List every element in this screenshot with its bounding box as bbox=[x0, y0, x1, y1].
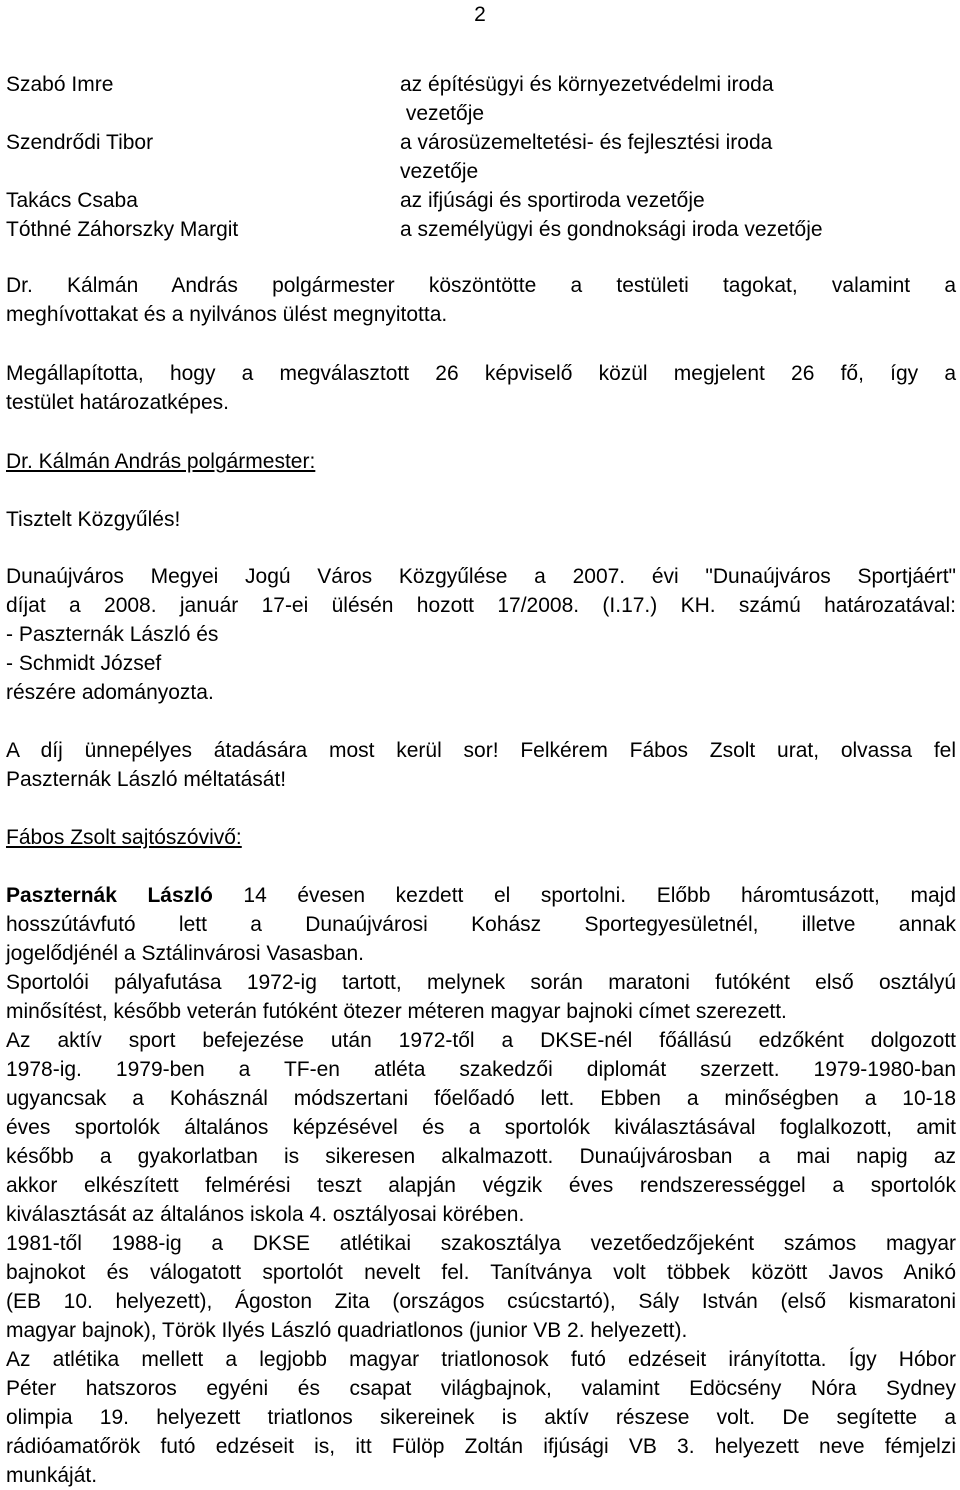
staff-role-line: a személyügyi és gondnoksági iroda vezetője bbox=[400, 218, 823, 241]
staff-role-line: vezetője bbox=[400, 102, 485, 125]
staff-row bbox=[6, 215, 956, 244]
text-line: rádióamatőrök futó edzéseit is, itt Fülöp Zoltán ifjúsági VB 3. helyezett neve fémjelzi bbox=[6, 1435, 956, 1458]
speaker-heading-spokesman bbox=[6, 823, 956, 852]
text-line bbox=[6, 881, 956, 910]
staff-row bbox=[6, 128, 956, 186]
text-line: minősítést, később veterán futóként ötezer méteren magyar bajnoki címet szerezett. bbox=[6, 1000, 787, 1023]
staff-role bbox=[400, 128, 870, 186]
speaker-heading-mayor bbox=[6, 447, 956, 476]
staff-role-line: a városüzemeltetési- és fejlesztési iroda bbox=[400, 131, 773, 154]
staff-role-line: az építésügyi és környezetvédelmi iroda bbox=[400, 73, 774, 96]
text-line: jogelődjénél a Sztálinvárosi Vasasban. bbox=[6, 942, 365, 965]
staff-name: Tóthné Záhorszky Margit bbox=[6, 218, 239, 241]
text-line: bajnokot és válogatott sportolót nevelt fel. Tanítványa volt többek között Javos Anikó bbox=[6, 1261, 956, 1284]
text-segment: 14 évesen kezdett el sportolni. Előbb háromtusázott, majd bbox=[212, 884, 956, 907]
text-line: Az atlétika mellett a legjobb magyar triatlonosok futó edzéseit irányította. Így Hóbor bbox=[6, 1348, 956, 1371]
staff-role-line: vezetője bbox=[400, 160, 479, 183]
text-line: (EB 10. helyezett), Ágoston Zita (országos csúcstartó), Sály István (első kismaratoni bbox=[6, 1290, 956, 1313]
text-line: Péter hatszoros egyéni és csapat világbajnok, valamint Edöcsény Nóra Sydney bbox=[6, 1377, 956, 1400]
staff-role-line: az ifjúsági és sportiroda vezetője bbox=[400, 189, 705, 212]
staff-row bbox=[6, 186, 956, 215]
text-line: Sportolói pályafutása 1972-ig tartott, melynek során maratoni futóként első osztályú bbox=[6, 971, 956, 994]
quorum-paragraph bbox=[6, 359, 956, 417]
opening-paragraph bbox=[6, 271, 956, 329]
text-line: munkáját. bbox=[6, 1464, 98, 1487]
text-line: később a gyakorlatban is sikeresen alkalmazott. Dunaújvárosban a mai napig az bbox=[6, 1145, 956, 1168]
staff-name: Szendrődi Tibor bbox=[6, 131, 154, 154]
staff-role bbox=[400, 70, 870, 128]
text-line: kiválasztását az általános iskola 4. osztályosai körében. bbox=[6, 1203, 525, 1226]
text-line: 1981-től 1988-ig a DKSE atlétikai szakosztálya vezetőedzőjeként számos magyar bbox=[6, 1232, 956, 1255]
text-line: éves sportolók általános képzésével és a sportolók kiválasztásával foglalkozott, amit bbox=[6, 1116, 956, 1139]
biography-paragraph bbox=[6, 881, 956, 1490]
ceremony-paragraph bbox=[6, 736, 956, 794]
text-line: A díj ünnepélyes átadására most kerül sor! Felkérem Fábos Zsolt urat, olvassa fel bbox=[6, 739, 956, 762]
text-line: ugyancsak a Kohásznál módszertani főelőadó lett. Ebben a minőségben a 10-18 bbox=[6, 1087, 956, 1110]
text-line: - Schmidt József bbox=[6, 652, 162, 675]
text-line: Dunaújváros Megyei Jogú Város Közgyűlése a 2007. évi "Dunaújváros Sportjáért" bbox=[6, 565, 956, 588]
staff-row bbox=[6, 70, 956, 128]
text-line: Dr. Kálmán András polgármester köszöntötte a testületi tagokat, valamint a bbox=[6, 274, 956, 297]
text-line: magyar bajnok), Török Ilyés László quadriatlonos (junior VB 2. helyezett). bbox=[6, 1319, 688, 1342]
staff-role bbox=[400, 186, 870, 215]
page-number: 2 bbox=[474, 3, 486, 26]
text-line: részére adományozta. bbox=[6, 681, 214, 704]
text-line: Paszternák László méltatását! bbox=[6, 768, 287, 791]
staff-name: Takács Csaba bbox=[6, 189, 138, 212]
text-line: testület határozatképes. bbox=[6, 391, 229, 414]
honoree-name: Paszternák László bbox=[6, 884, 213, 907]
speaker-name: Fábos Zsolt sajtószóvivő: bbox=[6, 826, 242, 849]
greeting: Tisztelt Közgyűlés! bbox=[6, 508, 181, 531]
text-line: hosszútávfutó lett a Dunaújvárosi Kohász Sportegyesületnél, illetve annak bbox=[6, 913, 956, 936]
text-line: Az aktív sport befejezése után 1972-től a DKSE-nél főállású edzőként dolgozott bbox=[6, 1029, 956, 1052]
text-line: olimpia 19. helyezett triatlonos sikereinek is aktív részese volt. De segítette a bbox=[6, 1406, 956, 1429]
staff-name: Szabó Imre bbox=[6, 73, 114, 96]
text-line: Megállapította, hogy a megválasztott 26 képviselő közül megjelent 26 fő, így a bbox=[6, 362, 956, 385]
staff-role bbox=[400, 215, 870, 244]
staff-list bbox=[6, 70, 956, 244]
text-line: díjat a 2008. január 17-ei ülésén hozott 17/2008. (I.17.) KH. számú határozatával: bbox=[6, 594, 956, 617]
text-line: - Paszternák László és bbox=[6, 623, 219, 646]
award-paragraph bbox=[6, 562, 956, 707]
speaker-name: Dr. Kálmán András polgármester: bbox=[6, 450, 316, 473]
text-line: akkor elkészített felmérési teszt alapján végzik éves rendszerességgel a sportolók bbox=[6, 1174, 956, 1197]
text-line: 1978-ig. 1979-ben a TF-en atléta szakedzői diplomát szerzett. 1979-1980-ban bbox=[6, 1058, 956, 1081]
text-line: meghívottakat és a nyilvános ülést megnyitotta. bbox=[6, 303, 448, 326]
